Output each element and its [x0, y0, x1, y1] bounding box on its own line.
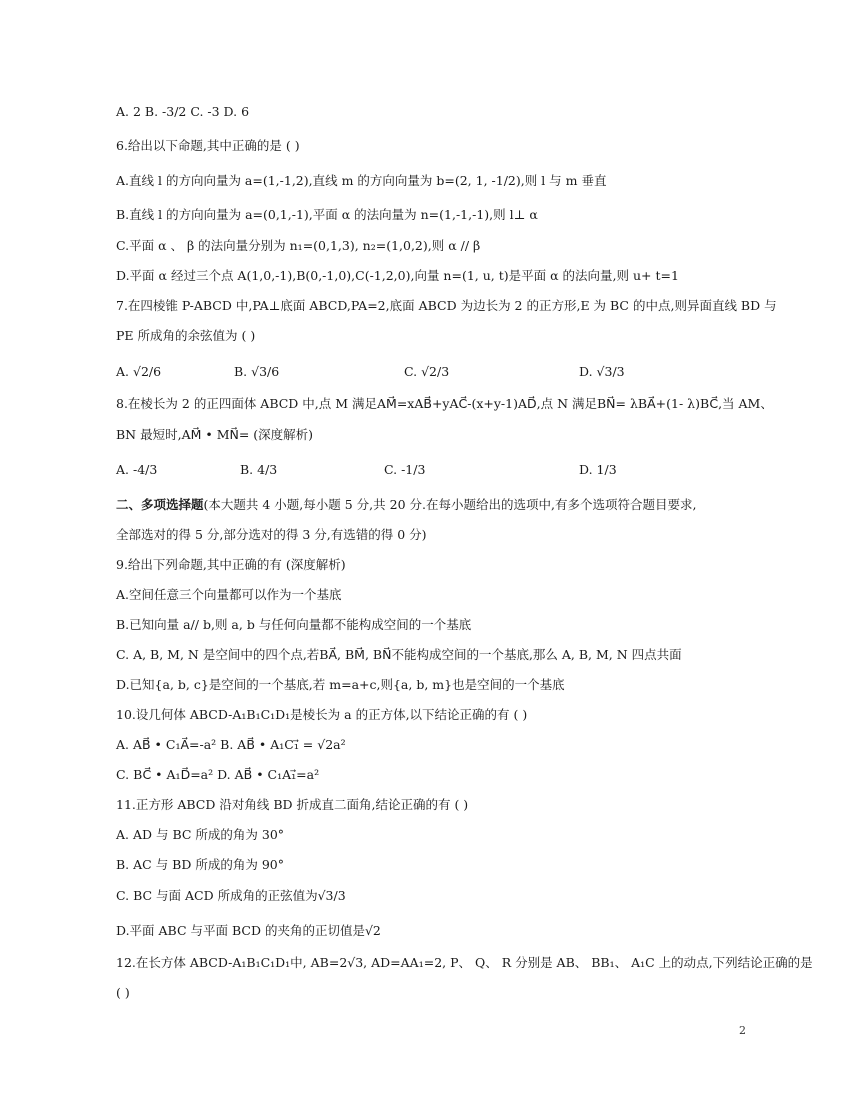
text-line: 12.在长方体 ABCD-A₁B₁C₁D₁中, AB=2√3, AD=AA₁=2, P、 Q、 R 分别是 AB、 BB₁、 A₁C 上的动点,下列结论正确的是 [116, 955, 813, 970]
text-line: C. A, B, M, N 是空间中的四个点,若BA⃗, BM⃗, BN⃗不能构成空间的一个基底,那么 A, B, M, N 四点共面 [116, 647, 682, 662]
text-line: 8.在棱长为 2 的正四面体 ABCD 中,点 M 满足AM⃗=xAB⃗+yAC⃗-(x+y-1)AD⃗,点 N 满足BN⃗= λBA⃗+(1- λ)BC⃗,当 AM、 [116, 396, 773, 411]
answer-option: D. 1/3 [579, 462, 617, 477]
text-line: BN 最短时,AM⃗ • MN⃗= (深度解析) [116, 427, 314, 442]
text-line: A. 2 B. -3/2 C. -3 D. 6 [116, 104, 250, 119]
text-line: C. BC⃗ • A₁D⃗=a² D. AB⃗ • C₁A₁⃗=a² [116, 767, 320, 782]
answer-option: A. √2/6 [116, 364, 162, 379]
text-line: D.平面 ABC 与平面 BCD 的夹角的正切值是√2 [116, 923, 381, 938]
text-line: A.直线 l 的方向向量为 a=(1,-1,2),直线 m 的方向向量为 b=(2, 1, -1/2),则 l 与 m 垂直 [116, 173, 607, 188]
text-line: D.平面 α 经过三个点 A(1,0,-1),B(0,-1,0),C(-1,2,0),向量 n=(1, u, t)是平面 α 的法向量,则 u+ t=1 [116, 268, 679, 283]
text-line: PE 所成角的余弦值为 ( ) [116, 328, 256, 343]
text-line: D.已知{a, b, c}是空间的一个基底,若 m=a+c,则{a, b, m}也是空间的一个基底 [116, 677, 565, 692]
page-number: 2 [739, 1024, 746, 1037]
text-line: 9.给出下列命题,其中正确的有 (深度解析) [116, 557, 346, 572]
text-line: 全部选对的得 5 分,部分选对的得 3 分,有选错的得 0 分) [116, 527, 427, 542]
text-line: 11.正方形 ABCD 沿对角线 BD 折成直二面角,结论正确的有 ( ) [116, 797, 469, 812]
text-line: 6.给出以下命题,其中正确的是 ( ) [116, 138, 300, 153]
answer-option: D. √3/3 [579, 364, 625, 379]
answer-option: A. -4/3 [116, 462, 158, 477]
answer-option: B. 4/3 [240, 462, 278, 477]
text-line: B. AC 与 BD 所成的角为 90° [116, 857, 284, 872]
text-line: C. BC 与面 ACD 所成角的正弦值为√3/3 [116, 888, 346, 903]
text-line: A.空间任意三个向量都可以作为一个基底 [116, 587, 342, 602]
text-line: C.平面 α 、 β 的法向量分别为 n₁=(0,1,3), n₂=(1,0,2),则 α // β [116, 238, 481, 253]
text-line: 7.在四棱锥 P-ABCD 中,PA⊥底面 ABCD,PA=2,底面 ABCD 为边长为 2 的正方形,E 为 BC 的中点,则异面直线 BD 与 [116, 298, 777, 313]
answer-option: C. √2/3 [404, 364, 450, 379]
text-line: 10.设几何体 ABCD-A₁B₁C₁D₁是棱长为 a 的正方体,以下结论正确的有 ( ) [116, 707, 528, 722]
text-line: 二、多项选择题(本大题共 4 小题,每小题 5 分,共 20 分.在每小题给出的选项中,有多个选项符合题目要求, [116, 497, 697, 512]
answer-option: C. -1/3 [384, 462, 426, 477]
text-line: A. AD 与 BC 所成的角为 30° [116, 827, 285, 842]
text-line: A. AB⃗ • C₁A⃗=-a² B. AB⃗ • A₁C₁⃗ = √2a² [116, 737, 346, 752]
text-line: B.直线 l 的方向向量为 a=(0,1,-1),平面 α 的法向量为 n=(1,-1,-1),则 l⊥ α [116, 207, 538, 222]
text-line: B.已知向量 a// b,则 a, b 与任何向量都不能构成空间的一个基底 [116, 617, 472, 632]
text-line: ( ) [116, 985, 130, 1000]
answer-option: B. √3/6 [234, 364, 280, 379]
